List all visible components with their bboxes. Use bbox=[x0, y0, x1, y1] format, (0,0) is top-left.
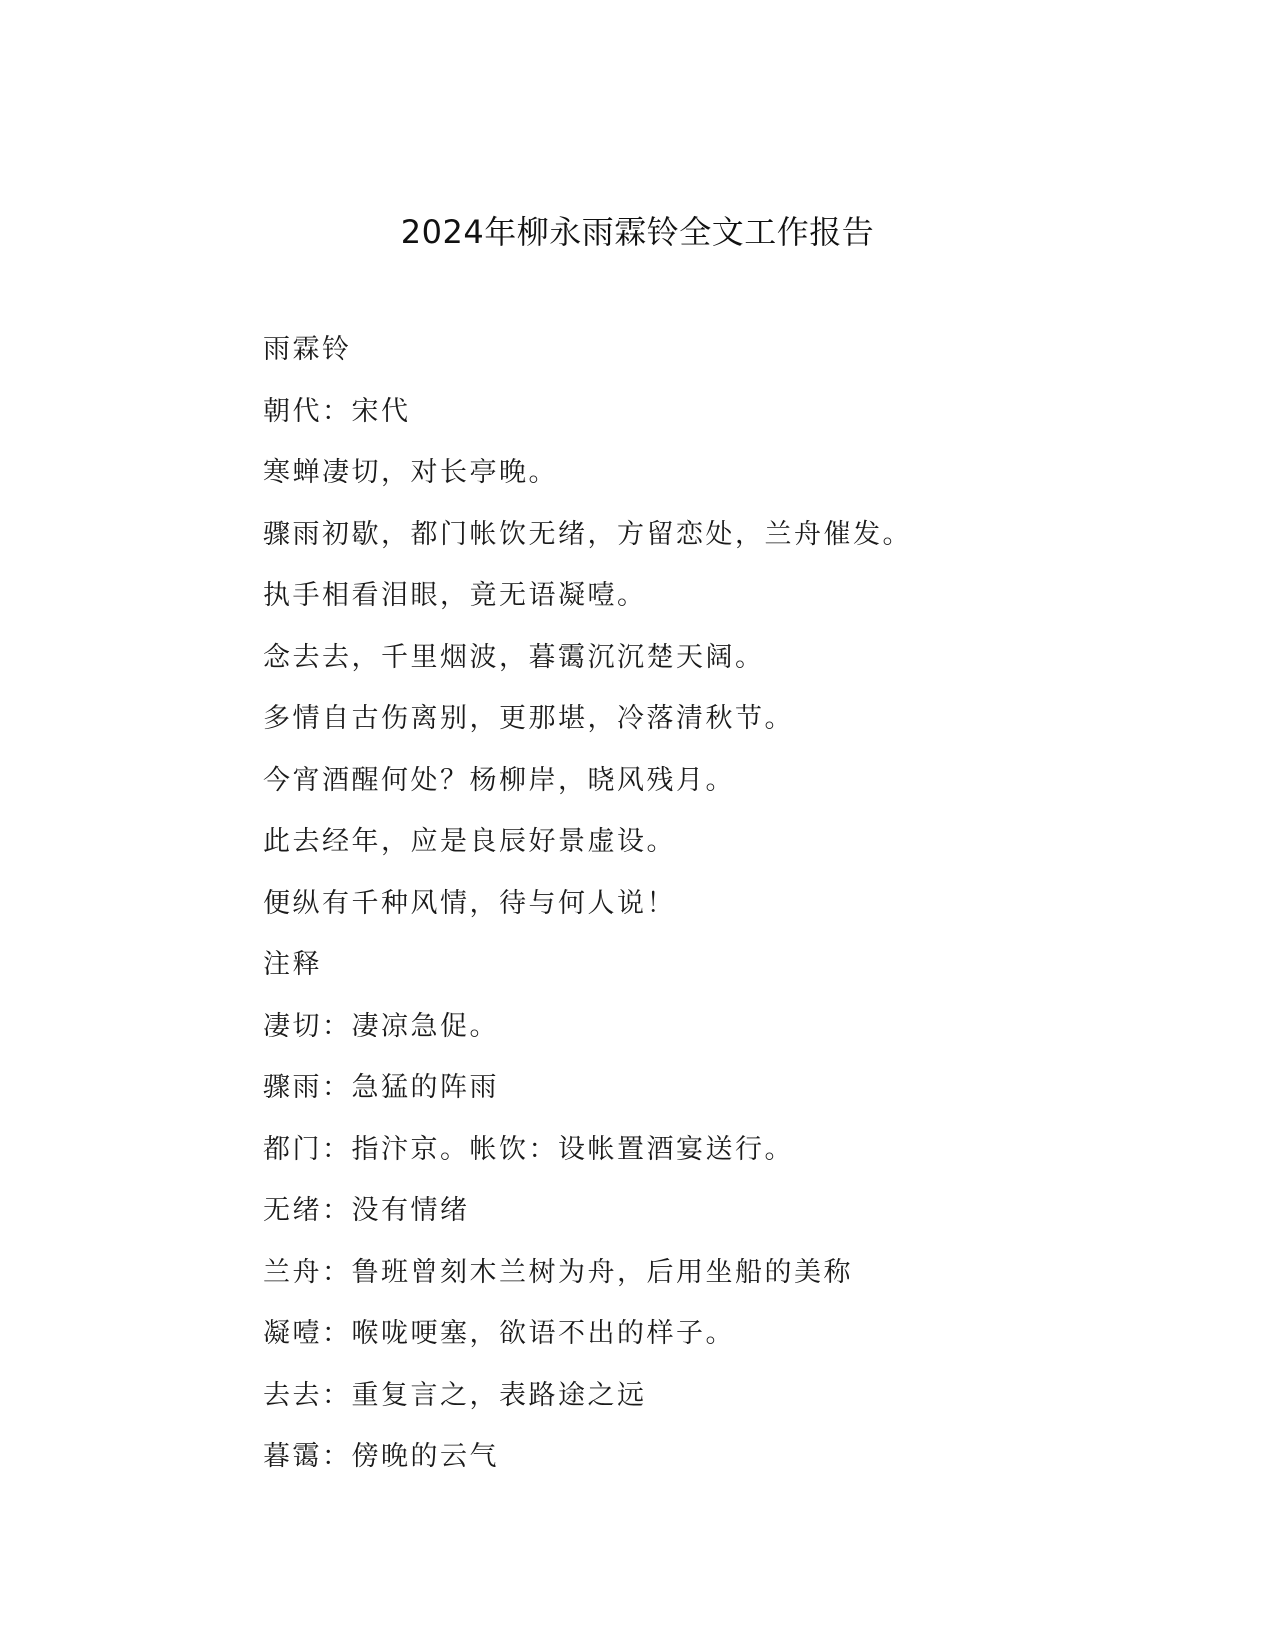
poem-line: 骤雨初歇，都门帐饮无绪，方留恋处，兰舟催发。 bbox=[263, 518, 912, 550]
note-item: 都门：指汴京。帐饮：设帐置酒宴送行。 bbox=[263, 1133, 794, 1165]
note-item: 凝噎：喉咙哽塞，欲语不出的样子。 bbox=[263, 1318, 735, 1349]
document-title: 2024年柳永雨霖铃全文工作报告 bbox=[400, 213, 875, 251]
poem-line: 寒蝉凄切，对长亭晚。 bbox=[263, 457, 558, 488]
poem-line: 便纵有千种风情，待与何人说！ bbox=[263, 887, 676, 919]
note-item: 无绪：没有情绪 bbox=[263, 1195, 470, 1226]
dynasty-line: 朝代：宋代 bbox=[263, 395, 411, 427]
poem-line: 此去经年，应是良辰好景虚设。 bbox=[263, 826, 676, 857]
note-item: 骤雨：急猛的阵雨 bbox=[263, 1072, 499, 1103]
poem-title: 雨霖铃 bbox=[263, 334, 352, 365]
note-item: 去去：重复言之，表路途之远 bbox=[263, 1379, 647, 1411]
note-item: 兰舟：鲁班曾刻木兰树为舟，后用坐船的美称 bbox=[263, 1256, 853, 1288]
poem-line: 念去去，千里烟波，暮霭沉沉楚天阔。 bbox=[263, 641, 765, 673]
poem-line: 今宵酒醒何处？杨柳岸，晓风残月。 bbox=[263, 764, 735, 796]
notes-heading: 注释 bbox=[263, 949, 322, 980]
poem-line: 多情自古伤离别，更那堪，冷落清秋节。 bbox=[263, 703, 794, 734]
note-item: 暮霭：傍晚的云气 bbox=[263, 1441, 499, 1472]
note-item: 凄切：凄凉急促。 bbox=[263, 1010, 499, 1042]
document-body bbox=[263, 330, 1023, 1499]
poem-line: 执手相看泪眼，竟无语凝噎。 bbox=[263, 580, 647, 611]
